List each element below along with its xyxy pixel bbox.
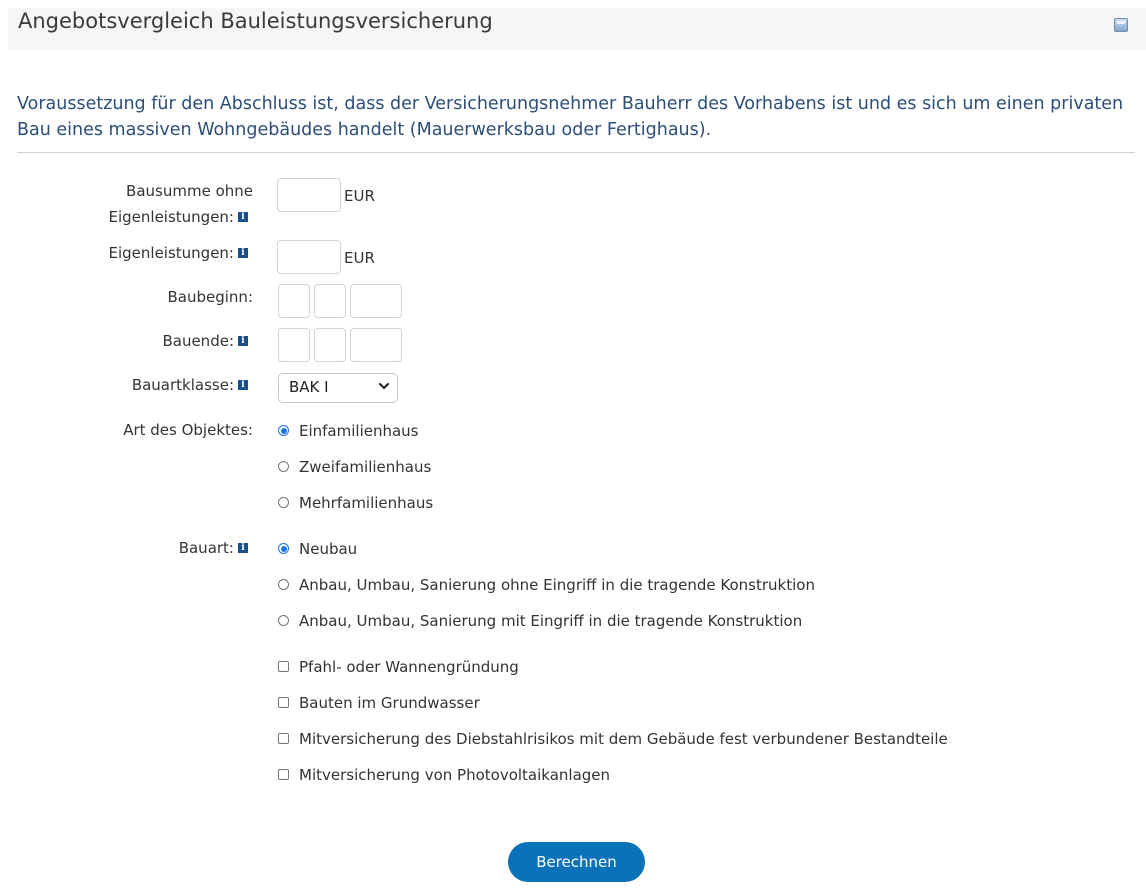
info-icon[interactable]: i: [238, 380, 248, 390]
radio-label: Einfamilienhaus: [299, 422, 419, 440]
bausumme-label-line2: Eigenleistungen:: [108, 208, 234, 226]
bauende-month-input[interactable]: [314, 328, 346, 362]
baubeginn-month-input[interactable]: [314, 284, 346, 318]
checkbox[interactable]: [278, 697, 289, 708]
baubeginn-label: Baubeginn:: [167, 288, 253, 306]
bausumme-label: [100, 205, 248, 230]
info-icon[interactable]: i: [238, 336, 248, 346]
bauende-label-text: Bauende:: [162, 332, 234, 350]
radio-label: Zweifamilienhaus: [299, 458, 432, 476]
checkbox-label: Mitversicherung des Diebstahlrisikos mit dem Gebäude fest verbundener Bestandteile: [299, 730, 948, 748]
eigenleistungen-input[interactable]: [277, 240, 341, 274]
radio-button[interactable]: [278, 579, 289, 590]
bauende-year-input[interactable]: [350, 328, 402, 362]
berechnen-button[interactable]: Berechnen: [508, 842, 645, 882]
eigenleistungen-label-text: Eigenleistungen:: [108, 244, 234, 262]
radio-label: Anbau, Umbau, Sanierung mit Eingriff in die tragende Konstruktion: [299, 612, 803, 630]
checkbox-label: Bauten im Grundwasser: [299, 694, 480, 712]
checkbox[interactable]: [278, 733, 289, 744]
bauende-label: [100, 329, 248, 354]
bauartklasse-select[interactable]: [278, 373, 398, 403]
bausumme-label-line1: Bausumme ohne: [126, 182, 253, 200]
radio-label: Anbau, Umbau, Sanierung ohne Eingriff in die tragende Konstruktion: [299, 576, 815, 594]
eigenleistungen-label: [100, 241, 248, 266]
bauartklasse-label-text: Bauartklasse:: [131, 376, 234, 394]
baubeginn-year-input[interactable]: [350, 284, 402, 318]
checkbox[interactable]: [278, 769, 289, 780]
bauartklasse-selected-value: BAK I: [289, 378, 329, 396]
radio-button[interactable]: [278, 615, 289, 626]
bauart-label: [100, 536, 248, 561]
radio-button[interactable]: [278, 497, 289, 508]
checkbox-label: Mitversicherung von Photovoltaikanlagen: [299, 766, 611, 784]
divider: [17, 152, 1135, 153]
info-icon[interactable]: i: [238, 543, 248, 553]
bausumme-input[interactable]: [277, 178, 341, 212]
info-icon[interactable]: i: [238, 212, 248, 222]
checkbox-label: Pfahl- oder Wannengründung: [299, 658, 519, 676]
chevron-down-icon: [377, 379, 391, 393]
radio-label: Neubau: [299, 540, 358, 558]
bauartklasse-label: [100, 373, 248, 398]
floppy-disk-icon[interactable]: [1114, 18, 1128, 32]
baubeginn-day-input[interactable]: [278, 284, 310, 318]
bauende-day-input[interactable]: [278, 328, 310, 362]
radio-button[interactable]: [278, 425, 289, 436]
intro-text: Voraussetzung für den Abschluss ist, dass der Versicherungsnehmer Bauherr des Vorhabens ist und es sich um einen privaten Bau eines massiven Wohngebäudes handelt (Mauerwerksbau oder Fertighaus).: [17, 94, 1124, 140]
radio-label: Mehrfamilienhaus: [299, 494, 434, 512]
page-title: Angebotsvergleich Bauleistungsversicherung: [18, 9, 493, 33]
art-des-objektes-label: Art des Objektes:: [123, 421, 253, 439]
checkbox[interactable]: [278, 661, 289, 672]
header-bar: [8, 8, 1146, 50]
info-icon[interactable]: i: [238, 248, 248, 258]
radio-button[interactable]: [278, 461, 289, 472]
bauart-label-text: Bauart:: [178, 539, 234, 557]
bausumme-unit: EUR: [344, 187, 375, 205]
eigenleistungen-unit: EUR: [344, 249, 375, 267]
radio-button[interactable]: [278, 543, 289, 554]
